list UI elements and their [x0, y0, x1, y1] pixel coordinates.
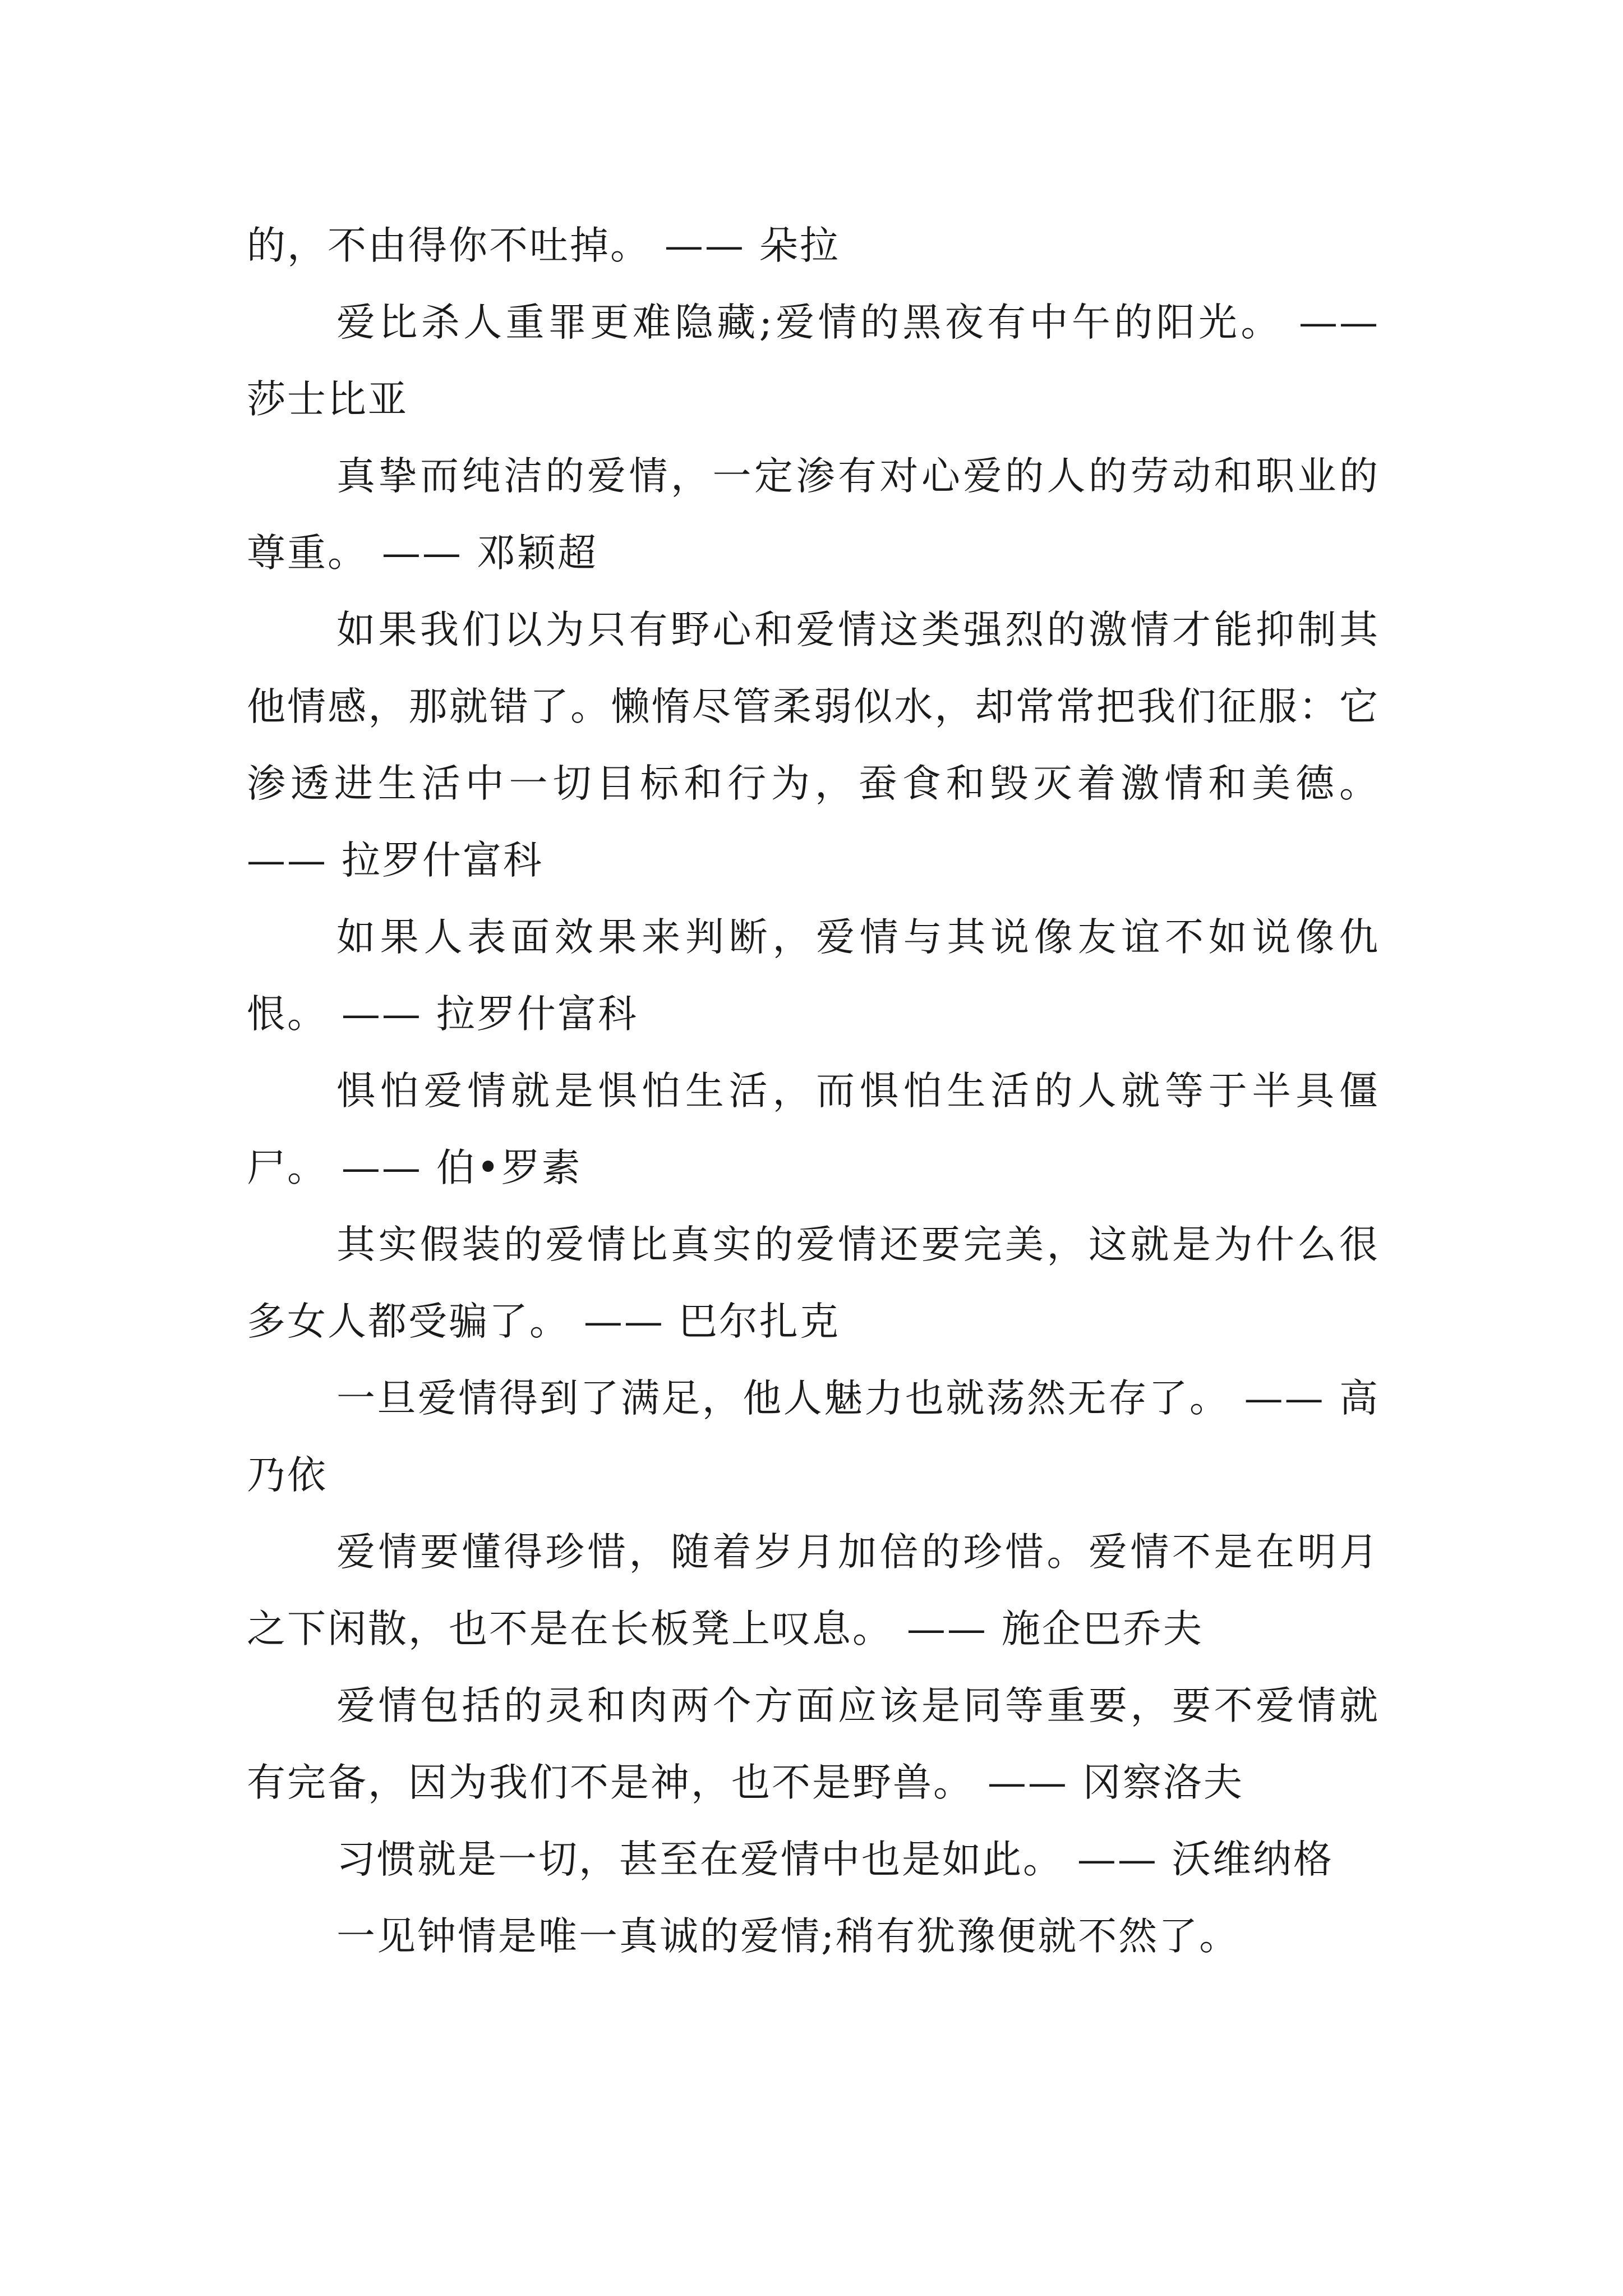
- paragraph: 爱比杀人重罪更难隐藏;爱情的黑夜有中午的阳光。 —— 莎士比亚: [247, 300, 1380, 422]
- paragraph: 真挚而纯洁的爱情，一定渗有对心爱的人的劳动和职业的尊重。 —— 邓颖超: [247, 454, 1380, 576]
- paragraph: 爱情要懂得珍惜，随着岁月加倍的珍惜。爱情不是在明月之下闲散，也不是在长板凳上叹息。 —— 施企巴乔夫: [247, 1530, 1380, 1651]
- paragraph: 一见钟情是唯一真诚的爱情;稍有犹豫便就不然了。: [336, 1914, 1240, 1959]
- paragraph: 如果我们以为只有野心和爱情这类强烈的激情才能抑制其他情感，那就错了。懒惰尽管柔弱似水，却常常把我们征服：它渗透进生活中一切目标和行为，蚕食和毁灭着激情和美德。 —— 拉罗什富科: [247, 608, 1380, 883]
- paragraph: 其实假装的爱情比真实的爱情还要完美，这就是为什么很多女人都受骗了。 —— 巴尔扎克: [247, 1222, 1380, 1344]
- paragraph: 爱情包括的灵和肉两个方面应该是同等重要，要不爱情就有完备，因为我们不是神，也不是野兽。 —— 冈察洛夫: [247, 1683, 1380, 1805]
- paragraph: 习惯就是一切，甚至在爱情中也是如此。 —— 沃维纳格: [336, 1837, 1334, 1882]
- document-body: [247, 208, 1380, 1975]
- paragraph: 一旦爱情得到了满足，他人魅力也就荡然无存了。 —— 高乃依: [247, 1376, 1380, 1498]
- paragraph: 的，不由得你不吐掉。 —— 朵拉: [247, 223, 840, 268]
- paragraph: 惧怕爱情就是惧怕生活，而惧怕生活的人就等于半具僵尸。 —— 伯•罗素: [247, 1069, 1380, 1190]
- paragraph: 如果人表面效果来判断，爱情与其说像友谊不如说像仇恨。 —— 拉罗什富科: [247, 915, 1380, 1037]
